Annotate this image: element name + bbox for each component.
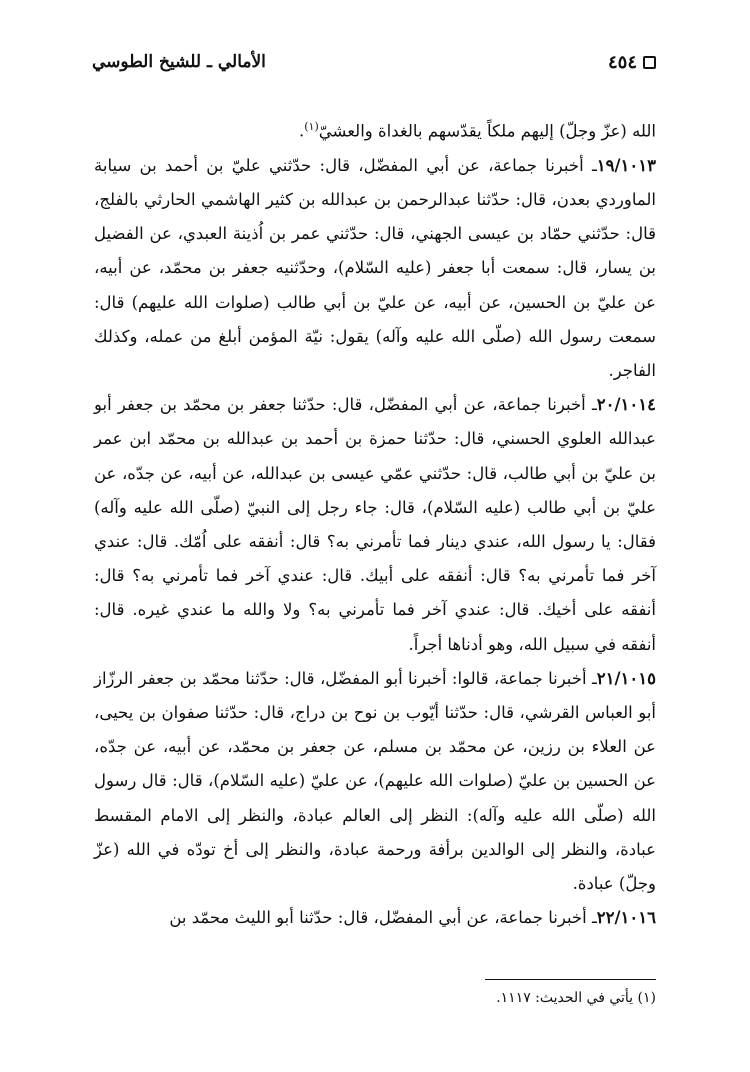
hadith-number: ١٩/١٠١٣ [596, 155, 656, 175]
hadith-paragraph [94, 662, 656, 901]
paragraph-continuation [94, 110, 656, 149]
running-title: الأمالي ـ للشيخ الطوسي [92, 52, 266, 72]
hadith-text: ـ أخبرنا جماعة، قالوا: أخبرنا أبو المفضّل، قال: حدّثنا محمّد بن جعفر الرزّاز أبو العباس القرشي، قال: حدّثنا أيّوب بن نوح بن دراج، قال: حدّثنا صفوان بن يحيى، عن العلاء بن رزين، عن محمّد بن مسلم، عن جعفر بن محمّد، عن أبيه، عن جدّه، عن الحسين بن عليّ (صلوات الله عليهم)، عن عليّ (عليه السّلام)، قال: قال رسول الله (صلّى الله عليه وآله): النظر إلى العالم عبادة، والنظر إلى الامام المقسط عبادة، والنظر إلى الوالدين برأفة ورحمة عبادة، والنظر إلى أخ تودّه في الله (عزّ وجلّ) عبادة. [94, 668, 656, 893]
body-text [94, 110, 656, 935]
hadith-paragraph [94, 901, 656, 935]
paragraph-tail: . [298, 121, 305, 141]
page-number [608, 52, 656, 73]
paragraph-text: الله (عزّ وجلّ) إليهم ملكاً يقدّسهم بالغداة والعشيّ [318, 121, 656, 141]
hadith-paragraph [94, 149, 656, 388]
hadith-text: ـ أخبرنا جماعة، عن أبي المفضّل، قال: حدّثنا جعفر بن محمّد بن جعفر أبو عبدالله العلوي الحسني، قال: حدّثنا حمزة بن أحمد بن عبدالله بن محمّد ابن عمر بن عليّ بن أبي طالب، قال: حدّثني عمّي عيسى بن عبدالله، عن أبيه، عن جدّه، عن عليّ بن أبي طالب (عليه السّلام)، قال: جاء رجل إلى النبيّ (صلّى الله عليه وآله) فقال: يا رسول الله، عندي دينار فما تأمرني به؟ قال: أنفقه على اُمّك. قال: عندي آخر فما تأمرني به؟ قال: أنفقه على أبيك. قال: عندي آخر فما تأمرني به؟ قال: أنفقه على أخيك. قال: عندي آخر فما تأمرني به؟ ولا والله ما عندي غيره. قال: أنفقه في سبيل الله، وهو أدناها أجراً. [94, 395, 656, 654]
hadith-number: ٢٢/١٠١٦ [596, 908, 656, 928]
square-box-icon [643, 56, 656, 69]
hadith-number: ٢١/١٠١٥ [596, 668, 656, 688]
page-number-text: ٤٥٤ [607, 52, 637, 73]
footnote-reference: (١) [304, 120, 319, 133]
hadith-paragraph [94, 388, 656, 662]
hadith-text: ـ أخبرنا جماعة، عن أبي المفضّل، قال: حدّثني عليّ بن أحمد بن سيابة الماوردي بعدن، قال: حدّثنا عبدالرحمن بن عبدالله بن كثير الهاشمي الحارثي بالفلج، قال: حدّثني حمّاد بن عيسى الجهني، قال: حدّثني عمر بن اُذينة العبدي، عن الفضيل بن يسار، قال: سمعت أبا جعفر (عليه السّلام)، وحدّثنيه جعفر بن محمّد، عن أبيه، عن عليّ بن الحسين، عن أبيه، عن عليّ بن أبي طالب (صلوات الله عليهم) قال: سمعت رسول الله (صلّى الله عليه وآله) يقول: نيّة المؤمن أبلغ من عمله، وكذلك الفاجر. [94, 155, 656, 380]
hadith-text: ـ أخبرنا جماعة، عن أبي المفضّل، قال: حدّثنا أبو الليث محمّد بن [169, 908, 597, 928]
footnote-divider [485, 979, 656, 980]
footnote: (١) يأتي في الحديث: ١١١٧. [496, 990, 656, 1006]
hadith-number: ٢٠/١٠١٤ [596, 395, 656, 415]
page-header [92, 50, 656, 82]
